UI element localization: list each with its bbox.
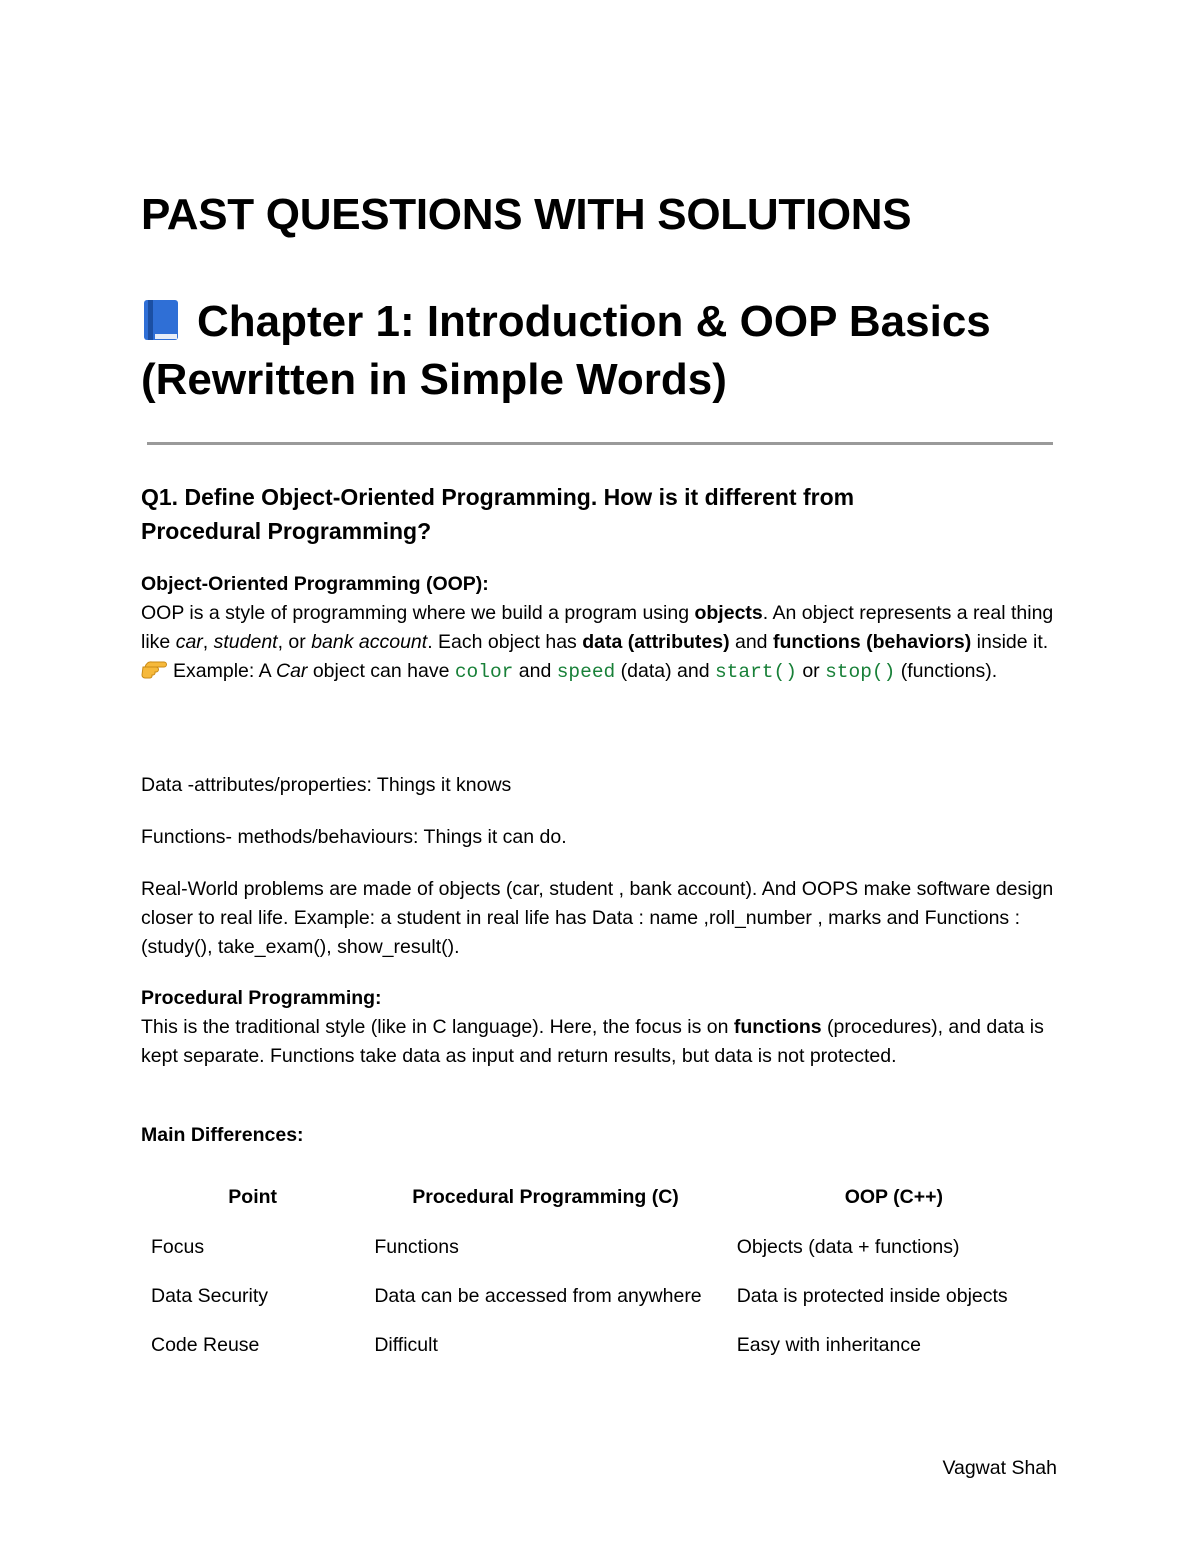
table-cell: Focus xyxy=(151,1236,205,1258)
table-cell: Easy with inheritance xyxy=(736,1334,921,1356)
table-cell: Data Security xyxy=(151,1285,269,1307)
question-title xyxy=(141,480,1041,548)
table-cell: Data can be accessed from anywhere xyxy=(374,1285,702,1307)
chapter-heading xyxy=(141,293,1101,409)
code-start: start() xyxy=(714,661,797,683)
table-cell: Objects (data + functions) xyxy=(736,1236,960,1258)
keyword-data-attributes: data (attributes) xyxy=(582,631,730,653)
header-point: Point xyxy=(228,1186,278,1208)
keyword-functions: functions xyxy=(733,1016,822,1038)
table-header-row xyxy=(141,1175,1061,1225)
question-title-line2: Procedural Programming? xyxy=(141,518,432,544)
realworld-paragraph: Real-World problems are made of objects (car, student , bank account). And OOPS make software design closer to real life. Example: a student in real life has Data : name ,roll_number , marks and Functions :(study(), take_exam(), show_result(). xyxy=(141,878,1054,958)
header-oop: OOP (C++) xyxy=(844,1186,943,1208)
table-cell: Functions xyxy=(374,1236,459,1258)
pointing-hand-icon xyxy=(141,658,167,680)
procedural-label: Procedural Programming: xyxy=(141,987,382,1009)
document-title: PAST QUESTIONS WITH SOLUTIONS xyxy=(141,190,912,239)
code-speed: speed xyxy=(556,661,616,683)
table-cell: Difficult xyxy=(374,1334,438,1356)
table-row xyxy=(141,1274,1061,1323)
code-color: color xyxy=(454,661,514,683)
table-cell: Data is protected inside objects xyxy=(736,1285,1008,1307)
horizontal-divider xyxy=(147,442,1053,445)
header-procedural: Procedural Programming (C) xyxy=(412,1186,679,1208)
chapter-title-line2: (Rewritten in Simple Words) xyxy=(141,355,727,404)
oop-definition: OOP is a style of programming where we build a program using objects. An object represents a real thing like car, student, or bank account. Each object has data (attributes) and functions (behaviors) inside it. xyxy=(141,602,1054,653)
functions-note: Functions- methods/behaviours: Things it can do. xyxy=(141,826,567,848)
procedural-section xyxy=(141,984,1061,1071)
differences-table xyxy=(141,1175,1061,1372)
keyword-functions-behaviors: functions (behaviors) xyxy=(772,631,972,653)
data-note: Data -attributes/properties: Things it knows xyxy=(141,774,512,796)
differences-label: Main Differences: xyxy=(141,1124,304,1146)
question-title-line1: Q1. Define Object-Oriented Programming. How is it different from xyxy=(141,484,855,510)
oop-label: Object-Oriented Programming (OOP): xyxy=(141,573,489,595)
oop-example: Example: A Car object can have color and speed (data) and start() or stop() (functions). xyxy=(141,657,1061,687)
oop-section xyxy=(141,570,1061,687)
procedural-paragraph: This is the traditional style (like in C language). Here, the focus is on functions (procedures), and data is kept separate. Functions take data as input and return results, but data is not protected. xyxy=(141,1016,1044,1067)
chapter-title-line1: Chapter 1: Introduction & OOP Basics xyxy=(197,297,991,346)
table-row xyxy=(141,1225,1061,1274)
table-cell: Code Reuse xyxy=(151,1334,260,1356)
table-row xyxy=(141,1323,1061,1372)
code-stop: stop() xyxy=(825,661,896,683)
footer-author: Vagwat Shah xyxy=(942,1457,1057,1479)
keyword-objects: objects xyxy=(694,602,763,624)
blue-book-icon xyxy=(141,298,181,342)
